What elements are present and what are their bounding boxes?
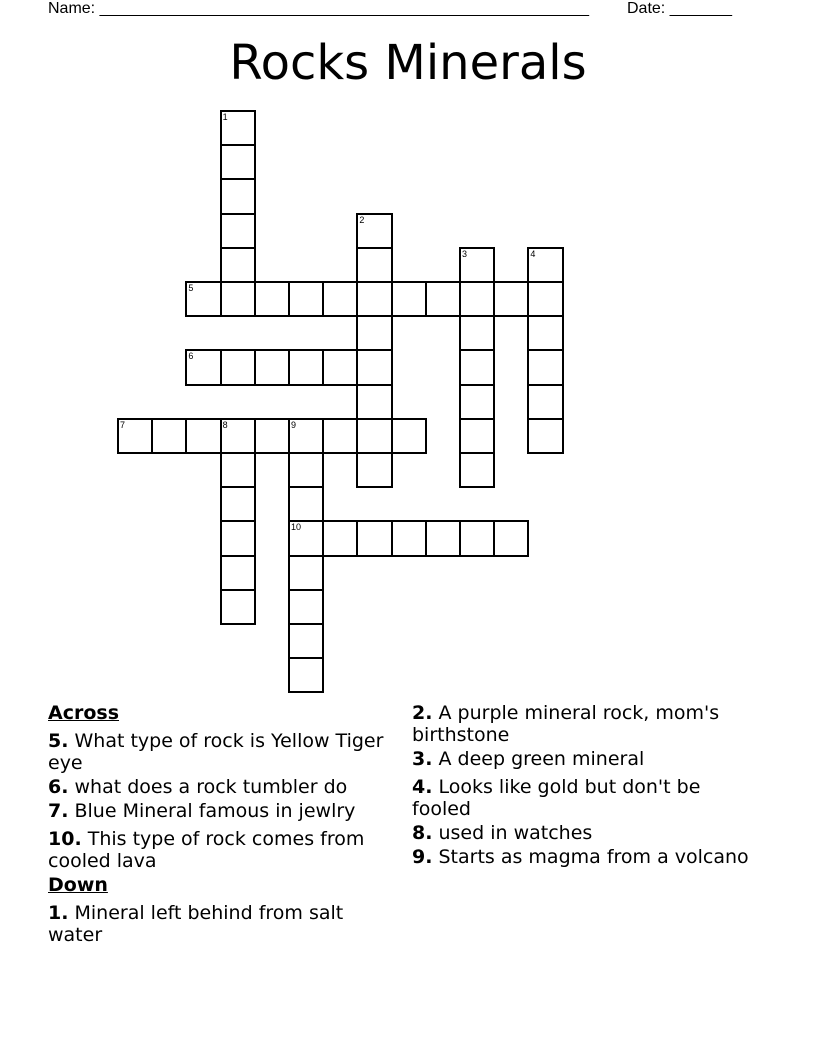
- grid-cell[interactable]: [425, 281, 461, 317]
- clue-down-9: [412, 846, 757, 868]
- grid-cell[interactable]: [391, 520, 427, 556]
- clue-down-4: [412, 776, 757, 820]
- clue-number: 7.: [48, 800, 69, 822]
- clue-number-label: 5: [188, 283, 194, 293]
- clue-list: [0, 702, 816, 1042]
- clue-number: 10.: [48, 828, 82, 850]
- down-heading: Down: [48, 874, 108, 896]
- grid-cell[interactable]: [220, 178, 256, 214]
- grid-cell[interactable]: [459, 281, 495, 317]
- clue-column-left: [48, 702, 393, 952]
- clue-number: 4.: [412, 776, 433, 798]
- grid-cell[interactable]: [185, 281, 221, 317]
- grid-cell[interactable]: [356, 247, 392, 283]
- grid-cell[interactable]: [356, 281, 392, 317]
- grid-cell[interactable]: [356, 418, 392, 454]
- grid-cell[interactable]: [220, 555, 256, 591]
- clue-down-1: [48, 902, 393, 946]
- grid-cell[interactable]: [117, 418, 153, 454]
- grid-cell[interactable]: [288, 281, 324, 317]
- grid-cell[interactable]: [254, 349, 290, 385]
- clue-number-label: 3: [462, 248, 468, 259]
- clue-number-label: 4: [530, 248, 536, 259]
- clue-text: used in watches: [432, 822, 593, 844]
- grid-cell[interactable]: [288, 657, 324, 693]
- grid-cell[interactable]: [288, 349, 324, 385]
- grid-cell[interactable]: [527, 315, 563, 351]
- grid-cell[interactable]: [459, 452, 495, 488]
- page-title: Rocks Minerals: [229, 35, 587, 91]
- clue-text: This type of rock comes from cooled lava: [48, 828, 365, 872]
- name-line: Name: _______________________________________________________: [48, 0, 589, 17]
- grid-cell[interactable]: [322, 281, 358, 317]
- clue-number-label: 8: [222, 419, 228, 430]
- clue-number-label: 9: [291, 419, 297, 430]
- grid-cell[interactable]: [356, 384, 392, 420]
- grid-cell[interactable]: [288, 486, 324, 522]
- grid-cell[interactable]: [185, 418, 221, 454]
- grid-cell[interactable]: [288, 452, 324, 488]
- grid-cell[interactable]: [254, 418, 290, 454]
- grid-cell[interactable]: [254, 281, 290, 317]
- grid-cell[interactable]: [288, 418, 324, 454]
- grid-cell[interactable]: [527, 349, 563, 385]
- clue-number-label: 7: [120, 419, 126, 430]
- grid-cell[interactable]: [322, 418, 358, 454]
- grid-cell[interactable]: [220, 452, 256, 488]
- grid-cell[interactable]: [288, 555, 324, 591]
- grid-cell[interactable]: [459, 315, 495, 351]
- clue-text: what does a rock tumbler do: [68, 776, 348, 798]
- grid-cell[interactable]: [356, 520, 392, 556]
- clue-text: Mineral left behind from salt water: [48, 902, 344, 946]
- grid-cell[interactable]: [459, 384, 495, 420]
- clue-number-label: 6: [188, 351, 194, 362]
- grid-cell[interactable]: [220, 281, 256, 317]
- grid-cell[interactable]: [220, 589, 256, 625]
- clue-number: 9.: [412, 846, 433, 868]
- across-heading: Across: [48, 702, 120, 724]
- clue-number: 6.: [48, 776, 69, 798]
- grid-cell[interactable]: [220, 110, 256, 146]
- grid-cell[interactable]: [322, 520, 358, 556]
- grid-cell[interactable]: [288, 520, 324, 556]
- clue-number-label: 1: [222, 112, 228, 122]
- clue-text: Looks like gold but don't be fooled: [412, 776, 701, 820]
- clue-number-label: 10: [291, 522, 302, 533]
- clue-text: Starts as magma from a volcano: [432, 846, 749, 868]
- grid-cell[interactable]: [356, 349, 392, 385]
- grid-cell[interactable]: [391, 418, 427, 454]
- clue-column-right: [412, 702, 757, 874]
- clue-text: Blue Mineral famous in jewlry: [68, 800, 356, 822]
- grid-cell[interactable]: [220, 144, 256, 180]
- grid-cell[interactable]: [459, 247, 495, 283]
- clue-text: A deep green mineral: [432, 748, 645, 770]
- grid-cell[interactable]: [425, 520, 461, 556]
- grid-cell[interactable]: [459, 418, 495, 454]
- clue-number: 2.: [412, 702, 433, 724]
- grid-cell[interactable]: [356, 315, 392, 351]
- clue-down-3: [412, 748, 757, 770]
- clue-down-8: [412, 822, 757, 844]
- grid-cell[interactable]: [527, 247, 563, 283]
- grid-cell[interactable]: [220, 520, 256, 556]
- grid-cell[interactable]: [493, 281, 529, 317]
- grid-cell[interactable]: [493, 520, 529, 556]
- clue-number: 5.: [48, 730, 69, 752]
- clue-number: 3.: [412, 748, 433, 770]
- grid-cell[interactable]: [527, 384, 563, 420]
- grid-cell[interactable]: [459, 349, 495, 385]
- clue-across-10: [48, 828, 393, 872]
- clue-number-label: 2: [359, 214, 365, 225]
- grid-cell[interactable]: [220, 247, 256, 283]
- clue-number: 1.: [48, 902, 69, 924]
- grid-cell[interactable]: [356, 452, 392, 488]
- clue-across-5: [48, 730, 393, 774]
- clue-text: What type of rock is Yellow Tiger eye: [48, 730, 384, 774]
- clue-down-2: [412, 702, 757, 746]
- grid-cell[interactable]: [288, 623, 324, 659]
- grid-cell[interactable]: [322, 349, 358, 385]
- grid-cell[interactable]: [151, 418, 187, 454]
- grid-cell[interactable]: [185, 349, 221, 385]
- clue-across-6: [48, 776, 393, 798]
- grid-cell[interactable]: [220, 213, 256, 249]
- grid-cell[interactable]: [459, 520, 495, 556]
- grid-cell[interactable]: [356, 213, 392, 249]
- grid-cell[interactable]: [527, 281, 563, 317]
- grid-cell[interactable]: [288, 589, 324, 625]
- clue-text: A purple mineral rock, mom's birthstone: [412, 702, 720, 746]
- clue-number: 8.: [412, 822, 433, 844]
- grid-cell[interactable]: [220, 486, 256, 522]
- date-line: Date: _______: [627, 0, 732, 17]
- grid-cell[interactable]: [220, 349, 256, 385]
- grid-cell[interactable]: [527, 418, 563, 454]
- clue-across-7: [48, 800, 393, 822]
- grid-cell[interactable]: [391, 281, 427, 317]
- grid-cell[interactable]: [220, 418, 256, 454]
